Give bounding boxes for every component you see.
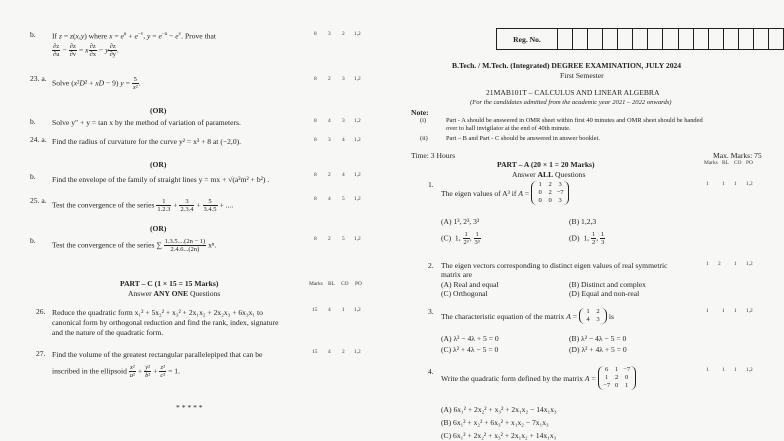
left-page: b. If z = z(x,y) where $x = e^u + e^{-v}$, $y = e^{-u} - e^v$. Prove that $\frac{\partial z}{\partial u}$ − $\frac{\partial z}{\partial v}$ = x $\frac{\partial z}{\partial x}$ − y $\frac{\partial z}{\partial y}$ . 8 3 2 1,2 23. a. Solve (x²D² + xD − 9) y = $\frac{5}{\text{x²}}$ . 8 2 3 1,2 (OR) b. Solve y″ + y = tan x by the method of variation of parameters. 8 4 3 1,2 24. a. Find the radius of curvature for the curve y² = x³ + 8 at (−2,0). 8 3 4 1,2 (OR) b. Find the envelope of the family of straight lines y = mx + √(a²m² + b²) . 8 2 4 1,2 25. a. Test the convergence of the series $\frac{1}{1.2.3}$ + $\frac{3}{2.3.4}$ + $\frac{5}{3.4.5}$ + .... 8 4 5 1,2 (OR) b. Test the convergence of the series ∑ $\frac{1.3.5....(2n - 1)}{2.4.6...(2n)}$ xⁿ. 8 2 5 1,2 PART – C (1 × 15 = 15 Marks) Answer ANY ONE Questions Marks BL CO PO 26. Reduce the quadratic form x₁² + 5x₂² + x₃² + 2x₁x₂ + 2x₂x₃ + 6x₃x₁ to canonical form by orthogonal reduction and find the rank, index, signature and the nature of the quadratic form. 15 4 1 1,2 27. Find the volume of the greatest rectangular parallelepiped that can be inscribed in the ellipsoid $\frac{\text{x²}}{\text{a²}}$ + $\frac{\text{y²}}{\text{b²}}$ + $\frac{\text{z²}}{\text{c²}}$ = 1. 15 4 2 1,2 * * * * *: [30, 30, 362, 412]
q23a-number: 23. a.: [30, 74, 47, 83]
q4-matrix: 6 1 −7 1 2 0 −7 0 1: [598, 366, 636, 390]
q2-number: 2.: [428, 261, 434, 270]
exam-paper-spread: b. If z = z(x,y) where $x = e^u + e^{-v}$, $y = e^{-u} - e^v$. Prove that $\frac{\partial z}{\partial u}$ − $\frac{\partial z}{\partial v}$ = x $\frac{\partial z}{\partial x}$ − y $\frac{\partial z}{\partial y}$ . 8 3 2 1,2 23. a. Solve (x²D² + xD − 9) y = $\frac{5}{\text{x²}}$ . 8 2 3 1,2 (OR) b. Solve y″ + y = tan x by the method of variation of parameters. 8 4 3 1,2 24. a. Find the radius of curvature for the curve y² = x³ + 8 at (−2,0). 8 3 4 1,2 (OR) b. Find the envelope of the family of straight lines y = mx + √(a²m² + b²) . 8 2 4 1,2 25. a. Test the convergence of the series $\frac{1}{1.2.3}$ + $\frac{3}{2.3.4}$ + $\frac{5}{3.4.5}$ + .... 8 4 5 1,2 (OR) b. Test the convergence of the series ∑ $\frac{1.3.5....(2n - 1)}{2.4.6...(2n)}$ xⁿ. 8 2 5 1,2 PART – C (1 × 15 = 15 Marks) Answer ANY ONE Questions Marks BL CO PO 26. Reduce the quadratic form x₁² + 5x₂² + x₃² + 2x₁x₂ + 2x₂x₃ + 6x₃x₁ to canonical form by orthogonal reduction and find the rank, index, signature and the nature of the quadratic form. 15 4 1 1,2 27. Find the volume of the greatest rectangular parallelepiped that can be inscribed in the ellipsoid $\frac{\text{x²}}{\text{a²}}$ + $\frac{\text{y²}}{\text{b²}}$ + $\frac{\text{z²}}{\text{c²}}$ = 1. 15 4 2 1,2 * * * * * Reg. No. B.Tech. / M.Tech. (Integrated) DEGREE EXAMINATION, JULY 2024 First Semester 21MAB101T – CALCULUS AND LINEAR ALGEBRA (For the candidates admitted from the academic year 2021 – 2022 onwards) Note: (i) Part - A should be answered in OMR sheet within first 40 minutes and OMR sheet should be handed over to hall invigilator at the end of 40th minute. (ii) Part – B and Part - C should be answered in answer booklet. Time: 3 Hours Max. Marks: 75 PART – A (20 × 1 = 20 Marks) Answer ALL Questions Marks BL CO PO 1. The eigen values of A³ if A = 1 2 3 0 2 −7 0 0 3 1 1 1 1,2 (A) 1³, 2³, 3³ (B) 1,2,3 (C) 1, $\frac{1}{\text{2³}}$ , $\frac{1}{\text{3³}}$ (D) 1, $\frac{1}{2}$ , $\frac{1}{3}$ 2. The eigen vectors corresponding to distinct eigen values of real symmetric matrix are 1 2 1 1,2 (A) Real and equal (B) Distinct and complex (C) Orthogonal (D) Equal and non-real 3. The characteristic equation of the matrix A = 1 2 4 3 is 1 1 1 1,2 (A) λ² − 4λ + 5 = 0 (B) λ² − 4λ − 5 = 0 (C) λ² + 4λ − 5 = 0 (D) λ² + 4λ + 5 = 0 4. Write the quadratic form defined by the matrix A = 6 1 −7 1 2 0 −7 0 1 1 1 1 1,2 (A) 6x₁² + 2x₂² + x₃² + 2x₁x₂ − 14x₁x₃ (B) 6x₁² + x₂² + 6x₃² + x₁x₂ − 7x₁x₃ (C) 6x₁² + 2x₂² + x₃² + 2x₁x₂ + 14x₁x₃: [0, 0, 784, 441]
part-c-subtitle: Answer ANY ONE Questions: [128, 289, 221, 298]
q4-option-c: (C) 6x₁² + 2x₂² + x₃² + 2x₁x₂ + 14x₁x₃: [441, 431, 557, 440]
q1-option-b: (B) 1,2,3: [569, 217, 597, 226]
note-ii: Part – B and Part - C should be answered in answer booklet.: [446, 135, 600, 142]
or-separator: (OR): [150, 224, 167, 233]
q1-option-a: (A) 1³, 2³, 3³: [441, 217, 480, 226]
col-head-marks: Marks: [309, 281, 323, 287]
q26-line: Reduce the quadratic form x₁² + 5x₂² + x₃² + 2x₁x₂ + 2x₂x₃ + 6x₃x₁ to: [52, 308, 263, 317]
q2-option-d: (D) Equal and non-real: [569, 289, 640, 298]
q24a-number: 24. a.: [30, 135, 47, 144]
q22b-marks: 8: [314, 31, 317, 37]
q1-question: The eigen values of A³ if A = 1 2 3 0 2 −7 0 0 3: [441, 181, 569, 205]
q23b-text: Solve y″ + y = tan x by the method of variation of parameters.: [52, 118, 241, 127]
q2-option-b: (B) Distinct and complex: [569, 280, 646, 289]
q26-line: canonical form by orthogonal reduction and find the rank, index, signature: [52, 318, 279, 327]
q25b-text: Test the convergence of the series ∑ $\frac{1.3.5....(2n - 1)}{2.4.6...(2n)}$ xⁿ.: [52, 238, 217, 253]
end-stars: * * * * *: [176, 403, 203, 412]
q27-line1: Find the volume of the greatest rectangular parallelepiped that can be: [52, 350, 263, 359]
q1-option-d: (D) 1, $\frac{1}{2}$ , $\frac{1}{3}$: [569, 231, 605, 246]
exam-time: Time: 3 Hours: [411, 151, 456, 160]
q3-option-a: (A) λ² − 4λ + 5 = 0: [441, 334, 499, 343]
q25a-text: Test the convergence of the series $\frac{1}{1.2.3}$ + $\frac{3}{2.3.4}$ + $\frac{5}{3.4.5}$ + ....: [52, 198, 234, 213]
q23a-equation: Solve (x²D² + xD − 9) y = $\frac{5}{\text{x²}}$ .: [52, 76, 141, 91]
q25b-number: b.: [30, 236, 36, 245]
part-c-title: PART – C (1 × 15 = 15 Marks): [120, 279, 219, 288]
q23b-number: b.: [30, 117, 36, 126]
q24b-text: Find the envelope of the family of straight lines y = mx + √(a²m² + b²) .: [52, 175, 270, 184]
q25a-number: 25. a.: [30, 196, 47, 205]
register-number-label: Reg. No.: [497, 29, 558, 49]
q3-option-d: (D) λ² + 4λ + 5 = 0: [569, 345, 627, 354]
q2-text: The eigen vectors corresponding to distinct eigen values of real symmetric: [441, 261, 668, 270]
q22b-number: b.: [30, 30, 36, 39]
or-separator: (OR): [150, 106, 167, 115]
part-a-subtitle: Answer ALL Questions: [512, 170, 586, 179]
q1-option-c: (C) 1, $\frac{1}{\text{2³}}$ , $\frac{1}{\text{3³}}$: [441, 231, 480, 246]
q3-matrix: 1 2 4 3: [579, 308, 607, 324]
q4-option-a: (A) 6x₁² + 2x₂² + x₃² + 2x₁x₂ − 14x₁x₃: [441, 405, 557, 414]
q2-option-a: (A) Real and equal: [441, 280, 499, 289]
course-title: 21MAB101T – CALCULUS AND LINEAR ALGEBRA: [486, 88, 660, 97]
q4-question: Write the quadratic form defined by the matrix A = 6 1 −7 1 2 0 −7 0 1: [441, 366, 636, 390]
q26-line: and the nature of the quadratic form.: [52, 328, 164, 337]
q1-matrix: 1 2 3 0 2 −7 0 0 3: [531, 181, 569, 205]
q4-number: 4.: [428, 367, 434, 376]
q1-number: 1.: [428, 180, 434, 189]
q27-number: 27.: [36, 349, 46, 358]
q3-number: 3.: [428, 307, 434, 316]
q4-option-b: (B) 6x₁² + x₂² + 6x₃² + x₁x₂ − 7x₁x₃: [441, 418, 549, 427]
course-note: (For the candidates admitted from the academic year 2021 – 2022 onwards): [470, 99, 672, 106]
part-a-title: PART – A (20 × 1 = 20 Marks): [497, 160, 595, 169]
col-head-marks: Marks: [704, 160, 718, 166]
q3-option-c: (C) λ² + 4λ − 5 = 0: [441, 345, 499, 354]
q22b-proof: $\frac{\partial z}{\partial u}$ − $\frac{\partial z}{\partial v}$ = x $\frac{\partial z}{\partial x}$ − y $\frac{\partial z}{\partial y}$ .: [53, 43, 119, 58]
q22b-condition: If z = z(x,y) where $x = e^u + e^{-v}$, $y = e^{-u} - e^v$. Prove that: [52, 31, 216, 41]
q24a-text: Find the radius of curvature for the curve y² = x³ + 8 at (−2,0).: [52, 137, 242, 146]
max-marks: Max. Marks: 75: [713, 151, 762, 160]
q2-option-c: (C) Orthogonal: [441, 289, 488, 298]
register-number-box: [496, 28, 784, 50]
note-label: Note:: [411, 108, 429, 117]
q26-number: 26.: [36, 307, 46, 316]
q27-line2: inscribed in the ellipsoid $\frac{\text{x²}}{\text{a²}}$ + $\frac{\text{y²}}{\text{b²}}$ + $\frac{\text{z²}}{\text{c²}}$ = 1.: [52, 364, 180, 379]
or-separator: (OR): [150, 160, 167, 169]
note-i: Part - A should be answered in OMR sheet within first 40 minutes and OMR sheet should be handed: [446, 117, 703, 124]
q3-question: The characteristic equation of the matrix A = 1 2 4 3 is: [441, 308, 614, 323]
semester: First Semester: [560, 71, 604, 80]
q24b-number: b.: [30, 172, 36, 181]
exam-title: B.Tech. / M.Tech. (Integrated) DEGREE EXAMINATION, JULY 2024: [452, 61, 682, 70]
q3-option-b: (B) λ² − 4λ − 5 = 0: [569, 334, 627, 343]
